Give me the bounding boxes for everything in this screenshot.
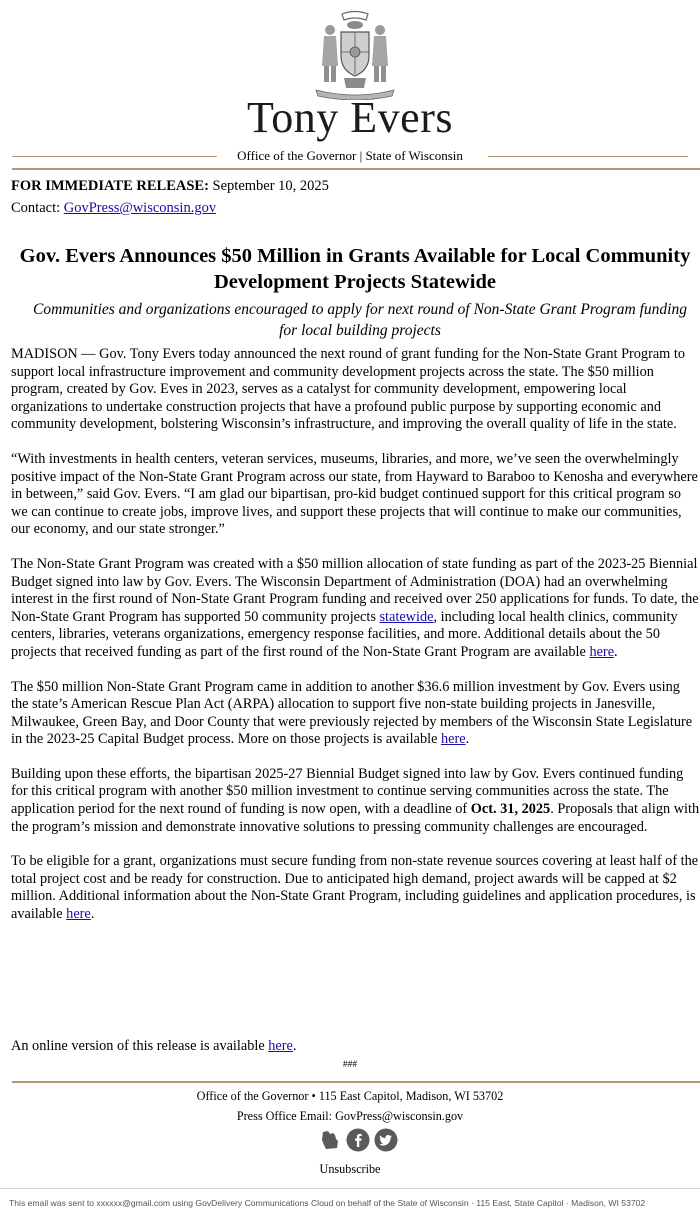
governor-name: Tony Evers — [247, 93, 453, 142]
program-info-link[interactable]: here — [66, 906, 91, 923]
release-meta — [11, 175, 329, 219]
wisconsin-map-icon[interactable] — [318, 1128, 342, 1152]
paragraph-4-text: The $50 million Non-State Grant Program came in addition to another $36.6 million investment by Gov. Evers using the state’s American Rescue Plan Act (ARPA) allocation to support five non-state building projects in Janesville, Milwaukee, Green Bay, and Door County that were previously rejected by members of the Wisconsin State Legislature in the 2023-25 Capital Budget process. More on those projects is available — [11, 678, 693, 748]
disclaimer-divider — [0, 1188, 700, 1189]
paragraph-2: “With investments in health centers, veteran services, museums, libraries, and more, we’ve seen the overwhelmingly positive impact of the Non-State Grant Program across our state, from Hayward to Baraboo to Kenosha and everywhere in between,” said Gov. Evers. “I am glad our bipartisan, pro-kid budget continued support for this critical program so we can continue to create jobs, improve lives, and support these projects that will continue to make our communities, our economy, and our state stronger.” — [11, 450, 698, 538]
release-date: September 10, 2025 — [212, 178, 329, 194]
header-divider — [12, 168, 700, 170]
paragraph-6-text: To be eligible for a grant, organizations must secure funding from non-state revenue sources covering at least half of the total project cost and be ready for construction. Due to anticipated high demand, project awards will be capped at $2 million. Additional information about the Non-State Grant Program, including guidelines and application procedures, is available — [11, 853, 699, 923]
footer-divider — [12, 1081, 700, 1083]
end-marker: ### — [342, 1060, 358, 1070]
paragraph-3-text-a: The Non-State Grant Program was created with a $50 million allocation of state funding as part of the 2023-25 Biennial Budget signed into law by Gov. Evers. The Wisconsin Department of Administration (DOA) had an overwhelming interest in the first round of Non-State Grant Program funding and received over 250 applications for funds. To date, the Non-State Grant Program has supported 50 community projects — [11, 555, 699, 625]
state-seal-icon — [308, 8, 402, 100]
paragraph-3-text-b: , including local health clinics, community centers, libraries, veterans organizations, emergency response facilities, and more. Additional details about the 50 projects that received funding as part of the first round of the Non-State Grant Program are available — [11, 608, 678, 660]
release-line — [11, 175, 329, 197]
tagline-divider-right — [488, 156, 688, 157]
first-round-details-link[interactable]: here — [589, 643, 615, 660]
paragraph-6-end: . — [90, 906, 95, 923]
arpa-projects-link[interactable]: here — [441, 731, 466, 748]
office-label: Office of the Governor — [237, 148, 357, 163]
contact-email-link[interactable]: GovPress@wisconsin.gov — [63, 200, 217, 216]
state-label: State of Wisconsin — [365, 148, 463, 163]
office-tagline — [12, 147, 688, 165]
paragraph-5-text-a: Building upon these efforts, the bipartisan 2025-27 Biennial Budget signed into law by Gov. Evers continued funding for this critical program with another $50 million investment to continue serving communities across the state. The application period for the next round of funding is now open, with a deadline of — [11, 765, 684, 818]
online-version-line — [11, 1038, 296, 1055]
paragraph-1: MADISON — Gov. Tony Evers today announced the next round of grant funding for the Non-State Grant Program to support local infrastructure improvement and community development projects across the state. The $50 million program, created by Gov. Eves in 2023, serves as a catalyst for community development, empowering local organizations to undertake construction projects that have a profound public purpose by supporting economic and community development, bolstering Wisconsin’s infrastructure, and improving the overall quality of life in the state. — [11, 346, 685, 433]
release-body — [11, 346, 700, 941]
twitter-icon[interactable] — [374, 1128, 398, 1152]
contact-label: Contact: — [11, 200, 61, 216]
footer-address: Office of the Governor • 115 East Capitol, Madison, WI 53702 — [196, 1089, 504, 1103]
online-version-link[interactable]: here — [268, 1038, 293, 1054]
paragraph-4 — [11, 679, 700, 749]
paragraph-3 — [11, 556, 700, 662]
paragraph-6 — [11, 853, 700, 923]
deadline-date: Oct. 31, 2025 — [470, 801, 551, 818]
release-label: FOR IMMEDIATE RELEASE: — [11, 178, 209, 194]
delivery-disclaimer: This email was sent to xxxxxx@gmail.com using GovDelivery Communications Cloud on behalf of the State of Wisconsin · 115 East, State Capitol · Madison, WI 53702 — [9, 1198, 646, 1208]
online-version-end: . — [292, 1038, 297, 1054]
tagline-separator: | — [359, 148, 363, 163]
social-links — [318, 1128, 398, 1154]
paragraph-3-end: . — [614, 643, 618, 660]
subheadline: Communities and organizations encouraged to apply for next round of Non-State Grant Program funding for local building projects — [33, 301, 687, 339]
online-version-text: An online version of this release is available — [11, 1038, 269, 1054]
headline: Gov. Evers Announces $50 Million in Grants Available for Local Community Development Projects Statewide — [19, 245, 691, 293]
footer-press-email: Press Office Email: GovPress@wisconsin.gov — [236, 1109, 464, 1123]
paragraph-5 — [11, 766, 700, 836]
unsubscribe-link[interactable]: Unsubscribe — [319, 1162, 381, 1176]
contact-line — [11, 197, 329, 219]
header — [0, 0, 700, 170]
statewide-link[interactable]: statewide — [379, 608, 434, 625]
paragraph-5-text-b: . Proposals that align with the program’s mission and demonstrate innovative solutions to pressing community challenges are encouraged. — [11, 801, 700, 835]
paragraph-4-end: . — [465, 731, 470, 748]
facebook-icon[interactable] — [346, 1128, 370, 1152]
